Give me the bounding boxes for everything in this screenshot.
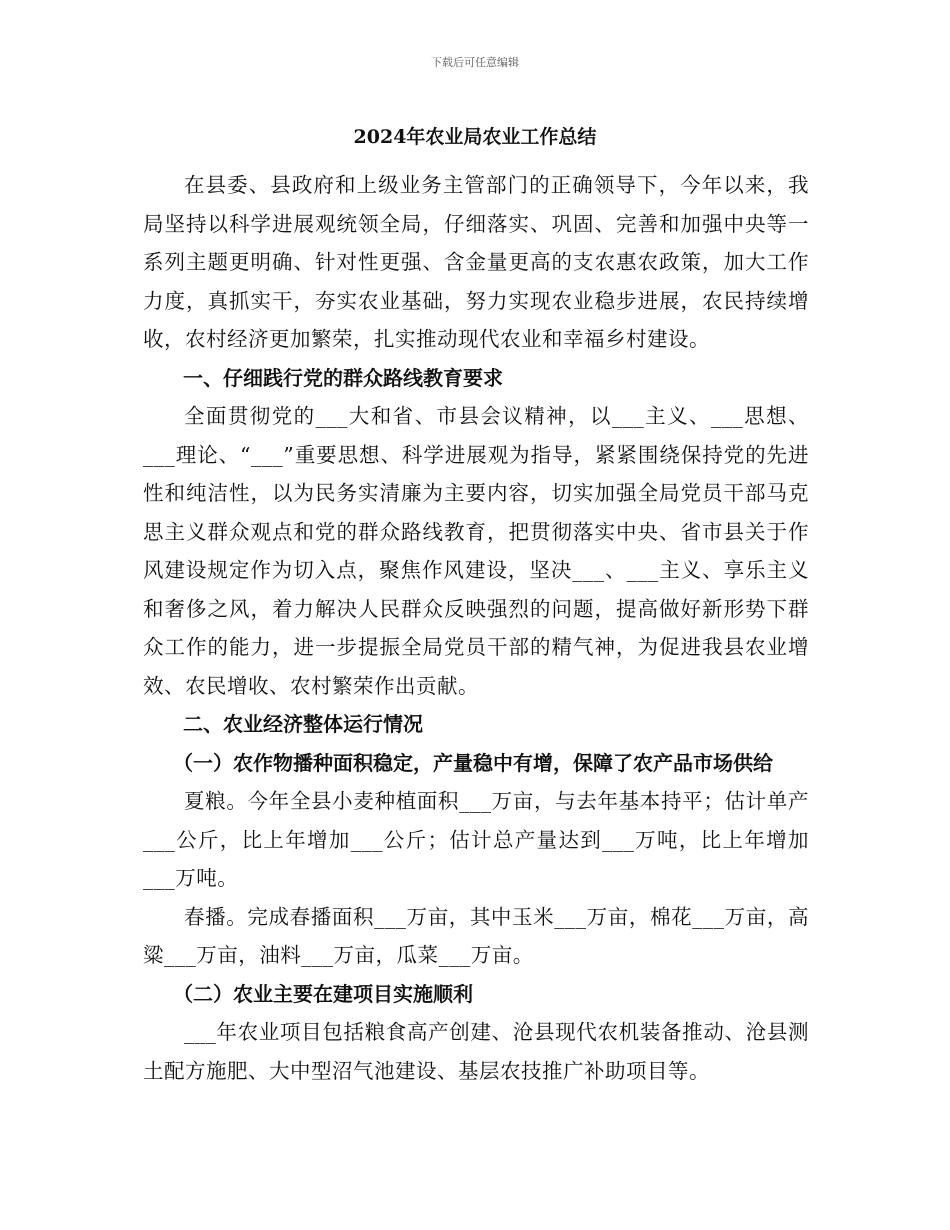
document-title: 2024年农业局农业工作总结 bbox=[353, 126, 597, 148]
summer-grain-paragraph: 夏粮。今年全县小麦种植面积___万亩，与去年基本持平；估计单产___公斤，比上年增加___公斤；估计总产量达到___万吨，比上年增加___万吨。 bbox=[143, 789, 809, 890]
section-heading-2: 二、农业经济整体运行情况 bbox=[183, 712, 423, 736]
subsection-heading-2: （二）农业主要在建项目实施顺利 bbox=[173, 981, 473, 1006]
subsection-heading-1: （一）农作物播种面积稳定，产量稳中有增，保障了农产品市场供给 bbox=[173, 750, 773, 775]
spring-sowing-paragraph: 春播。完成春播面积___万亩，其中玉米___万亩，棉花___万亩，高粱___万亩，油料___万亩，瓜菜___万亩。 bbox=[143, 904, 809, 967]
section-heading-1: 一、仔细践行党的群众路线教育要求 bbox=[183, 365, 503, 390]
section-1-paragraph: 全面贯彻党的___大和省、市县会议精神，以___主义、___思想、___理论、“___”重要思想、科学进展观为指导，紧紧围绕保持党的先进性和纯洁性，以为民务实清廉为主要内容，切实加强全局党员干部马克思主义群众观点和党的群众路线教育，把贯彻落实中央、省市县关于作风建设规定作为切入点，聚焦作风建设，坚决___、___主义、享乐主义和奢侈之风，着力解决人民群众反映强烈的问题，提高做好新形势下群众工作的能力，进一步提振全局党员干部的精气神，为促进我县农业增效、农民增收、农村繁荣作出贡献。 bbox=[143, 404, 809, 698]
document-body bbox=[143, 166, 809, 1090]
intro-paragraph: 在县委、县政府和上级业务主管部门的正确领导下，今年以来，我局坚持以科学进展观统领全局，仔细落实、巩固、完善和加强中央等一系列主题更明确、针对性更强、含金量更高的支农惠农政策，加大工作力度，真抓实干，夯实农业基础，努力实现农业稳步进展，农民持续增收，农村经济更加繁荣，扎实推动现代农业和幸福乡村建设。 bbox=[143, 173, 809, 351]
projects-paragraph: ___年农业项目包括粮食高产创建、沧县现代农机装备推动、沧县测土配方施肥、大中型沼气池建设、基层农技推广补助项目等。 bbox=[143, 1020, 809, 1083]
header-note: 下载后可任意编辑 bbox=[431, 56, 519, 69]
